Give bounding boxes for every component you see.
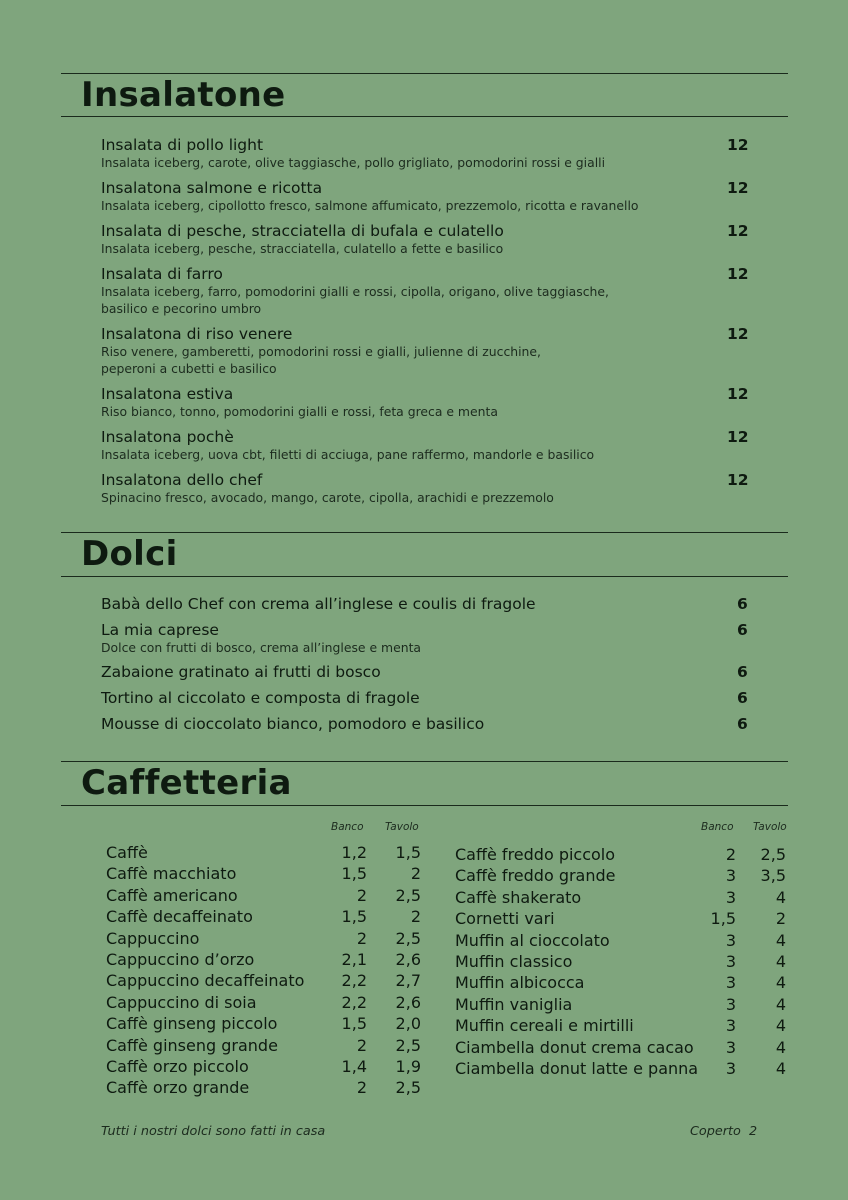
item-name: Insalatona pochè: [101, 428, 234, 446]
price-banco: 2,1: [341, 950, 367, 969]
column-header-tavolo: Tavolo: [385, 821, 419, 833]
menu-item: [101, 621, 748, 656]
price-row: [106, 949, 426, 970]
price-row: [455, 865, 788, 886]
menu-item: [101, 715, 748, 733]
item-name: Tortino al ciccolato e composta di fragole: [101, 689, 420, 707]
price-tavolo: 1,5: [395, 843, 421, 862]
menu-item: [101, 222, 748, 257]
price-row: [455, 951, 788, 972]
price-row: [455, 930, 788, 951]
section-caffetteria: [61, 761, 788, 1101]
section-title: Caffetteria: [81, 763, 292, 803]
item-price: 6: [737, 715, 748, 733]
price-tavolo: 4: [775, 887, 786, 907]
price-banco: 2: [356, 928, 367, 948]
price-row: [455, 887, 788, 908]
item-description: Dolce con frutti di bosco, crema all’inglese e menta: [101, 640, 422, 655]
price-tavolo: 2,5: [760, 845, 786, 864]
price-row: [106, 928, 426, 949]
item-name: Insalatona salmone e ricotta: [101, 179, 323, 197]
drink-name: Cappuccino: [106, 928, 200, 948]
price-banco: 3: [725, 930, 736, 950]
price-banco: 3: [725, 1059, 736, 1078]
item-name: Babà dello Chef con crema all’inglese e coulis di fragole: [101, 595, 536, 613]
price-row: [455, 908, 788, 929]
menu-item: [101, 471, 748, 506]
price-row: [106, 863, 426, 884]
item-description-line2: peperoni a cubetti e basilico: [101, 361, 277, 376]
price-banco: 2,2: [341, 992, 367, 1012]
item-name: Insalata di pesche, stracciatella di bufala e culatello: [101, 222, 504, 240]
price-banco: 3: [725, 1016, 736, 1036]
column-header-tavolo: Tavolo: [753, 821, 787, 833]
price-banco: 2,2: [341, 971, 367, 991]
price-tavolo: 4: [775, 930, 786, 950]
drink-name: Caffè macchiato: [106, 864, 237, 884]
item-price: 12: [727, 428, 749, 446]
price-banco: 1,5: [341, 864, 367, 884]
price-banco: 3: [725, 973, 736, 993]
drink-name: Caffè americano: [106, 885, 238, 905]
price-tavolo: 3,5: [760, 866, 786, 886]
item-description: Insalata iceberg, carote, olive taggiasche, pollo grigliato, pomodorini rossi e gialli: [101, 155, 606, 170]
price-row: [455, 1015, 788, 1036]
drink-name: Cornetti vari: [455, 909, 555, 929]
price-tavolo: 2: [410, 864, 421, 884]
price-tavolo: 2: [775, 909, 786, 929]
price-row: [106, 906, 426, 927]
price-banco: 3: [725, 887, 736, 907]
price-row: [455, 1058, 788, 1079]
item-description: Riso bianco, tonno, pomodorini gialli e rossi, feta greca e menta: [101, 404, 498, 419]
divider-bottom: [61, 576, 788, 577]
drink-name: Ciambella donut crema cacao: [455, 1037, 694, 1057]
item-name: Insalatona estiva: [101, 385, 234, 403]
price-tavolo: 2,5: [395, 928, 421, 948]
price-banco: 2: [356, 1078, 367, 1098]
drink-name: Muffin classico: [455, 952, 573, 971]
price-row: [455, 972, 788, 993]
item-price: 12: [727, 471, 749, 489]
drink-name: Caffè freddo piccolo: [455, 845, 616, 864]
menu-item: [101, 179, 748, 214]
item-price: 12: [727, 265, 749, 283]
drink-name: Cappuccino d’orzo: [106, 950, 255, 969]
drink-name: Cappuccino di soia: [106, 992, 257, 1012]
item-price: 6: [737, 595, 748, 613]
drink-name: Muffin vaniglia: [455, 994, 573, 1014]
price-tavolo: 4: [775, 1016, 786, 1036]
menu-item: [101, 136, 748, 171]
divider-bottom: [61, 805, 788, 806]
price-tavolo: 4: [775, 994, 786, 1014]
price-banco: 3: [725, 994, 736, 1014]
section-title: Insalatone: [81, 75, 286, 115]
item-description: Insalata iceberg, cipollotto fresco, salmone affumicato, prezzemolo, ricotta e ravanello: [101, 198, 639, 213]
item-description: Riso venere, gamberetti, pomodorini rossi e gialli, julienne di zucchine,: [101, 344, 541, 359]
divider-bottom: [61, 116, 788, 117]
item-price: 6: [737, 689, 748, 707]
drink-name: Caffè freddo grande: [455, 866, 616, 886]
divider-top: [61, 73, 788, 74]
price-banco: 1,4: [341, 1057, 367, 1076]
price-tavolo: 4: [775, 1037, 786, 1057]
menu-item: [101, 385, 748, 420]
price-row: [106, 1013, 426, 1034]
menu-item: [101, 663, 748, 681]
price-banco: 2: [356, 1035, 367, 1055]
price-row: [106, 842, 426, 863]
drink-name: Caffè decaffeinato: [106, 907, 253, 927]
price-banco: 1,5: [710, 909, 736, 929]
menu-item: [101, 428, 748, 463]
item-price: 12: [727, 222, 749, 240]
menu-item: [101, 325, 748, 377]
item-description: Insalata iceberg, pesche, stracciatella, culatello a fette e basilico: [101, 241, 504, 256]
footer-coperto: Coperto 2: [690, 1124, 758, 1139]
price-row: [106, 1077, 426, 1098]
item-description: Insalata iceberg, uova cbt, filetti di acciuga, pane raffermo, mandorle e basilico: [101, 447, 595, 462]
section-title: Dolci: [81, 534, 178, 574]
item-description: Spinacino fresco, avocado, mango, carote, cipolla, arachidi e prezzemolo: [101, 490, 554, 505]
item-description: Insalata iceberg, farro, pomodorini gialli e rossi, cipolla, origano, olive taggiasche,: [101, 284, 609, 299]
price-banco: 3: [725, 866, 736, 886]
drink-name: Caffè ginseng piccolo: [106, 1014, 278, 1034]
item-price: 12: [727, 179, 749, 197]
price-tavolo: 4: [775, 952, 786, 971]
item-price: 12: [727, 136, 749, 154]
price-tavolo: 2,0: [395, 1014, 421, 1034]
item-price: 6: [737, 663, 748, 681]
price-tavolo: 2,6: [395, 950, 421, 969]
divider-top: [61, 761, 788, 762]
price-row: [106, 1035, 426, 1056]
column-header-banco: Banco: [701, 821, 734, 833]
price-tavolo: 2,5: [395, 1035, 421, 1055]
price-banco: 1,5: [341, 1014, 367, 1034]
price-banco: 1,2: [341, 843, 367, 862]
item-price: 12: [727, 385, 749, 403]
price-tavolo: 1,9: [395, 1057, 421, 1076]
price-row: [455, 994, 788, 1015]
drink-name: Muffin cereali e mirtilli: [455, 1016, 634, 1036]
price-row: [106, 970, 426, 991]
price-row: [455, 1037, 788, 1058]
divider-top: [61, 532, 788, 533]
price-banco: 3: [725, 952, 736, 971]
item-name: Zabaione gratinato ai frutti di bosco: [101, 663, 381, 681]
price-tavolo: 2,5: [395, 885, 421, 905]
drink-name: Muffin albicocca: [455, 973, 585, 993]
price-row: [455, 844, 788, 865]
drink-name: Caffè orzo piccolo: [106, 1057, 249, 1076]
item-price: 12: [727, 325, 749, 343]
item-description-line2: basilico e pecorino umbro: [101, 301, 262, 316]
price-tavolo: 4: [775, 1059, 786, 1078]
price-banco: 3: [725, 1037, 736, 1057]
item-name: Insalatona dello chef: [101, 471, 263, 489]
drink-name: Muffin al cioccolato: [455, 930, 610, 950]
footer-note: Tutti i nostri dolci sono fatti in casa: [101, 1124, 326, 1139]
price-tavolo: 2: [410, 907, 421, 927]
menu-item: [101, 689, 748, 707]
price-tavolo: 2,6: [395, 992, 421, 1012]
item-name: Mousse di cioccolato bianco, pomodoro e basilico: [101, 715, 485, 733]
price-banco: 2: [725, 845, 736, 864]
menu-item: [101, 265, 748, 317]
price-tavolo: 4: [775, 973, 786, 993]
price-banco: 2: [356, 885, 367, 905]
section-dolci: [61, 532, 788, 752]
menu-item: [101, 595, 748, 613]
price-row: [106, 885, 426, 906]
drink-name: Caffè shakerato: [455, 887, 582, 907]
item-name: Insalata di farro: [101, 265, 223, 283]
column-header-banco: Banco: [331, 821, 364, 833]
price-tavolo: 2,5: [395, 1078, 421, 1098]
drink-name: Caffè orzo grande: [106, 1078, 250, 1098]
item-name: Insalatona di riso venere: [101, 325, 293, 343]
drink-name: Caffè ginseng grande: [106, 1035, 278, 1055]
price-banco: 1,5: [341, 907, 367, 927]
item-name: Insalata di pollo light: [101, 136, 264, 154]
item-name: La mia caprese: [101, 621, 219, 639]
section-insalatone: [61, 73, 788, 513]
drink-name: Cappuccino decaffeinato: [106, 971, 305, 991]
drink-name: Ciambella donut latte e panna: [455, 1059, 699, 1078]
price-row: [106, 1056, 426, 1077]
item-price: 6: [737, 621, 748, 639]
price-row: [106, 992, 426, 1013]
drink-name: Caffè: [106, 843, 148, 862]
price-tavolo: 2,7: [395, 971, 421, 991]
